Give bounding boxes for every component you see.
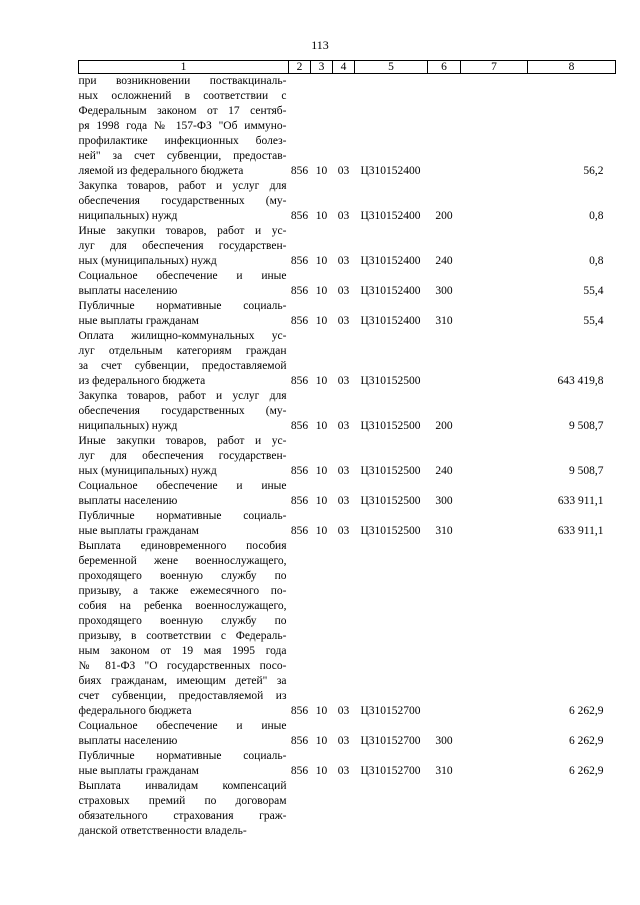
target-article-code: Ц310152400 [360,165,421,177]
subsection-code: 03 [337,255,350,267]
row-description [79,329,289,389]
section-code: 10 [315,525,328,537]
subsection-code: 03 [337,465,350,477]
column-7-value [461,434,528,479]
column-7-value [461,329,528,389]
description-line: призыву, а также ежемесячного по- [78,585,287,597]
subsection-code: 03 [337,420,350,432]
table-row [79,299,616,329]
description-line: выплаты населению [78,285,178,297]
description-line: ниципальных) нужд [78,210,178,222]
ministry-code: 856 [290,735,309,747]
row-description [79,749,289,779]
ministry-code: 856 [290,255,309,267]
amount-value: 9 508,7 [569,420,604,432]
table-body [79,74,616,840]
description-line: Выплата инвалидам компенсаций [78,780,287,792]
expense-type-code: 310 [435,525,453,537]
ministry-code: 856 [290,375,309,387]
description-line: ниципальных) нужд [78,420,178,432]
section-code: 10 [315,705,328,717]
column-7-value [461,389,528,434]
amount-value: 55,4 [583,315,604,327]
description-line: Социальное обеспечение и иные [78,480,287,492]
description-line: ные выплаты гражданам [78,525,199,537]
target-article-code: Ц310152500 [360,375,421,387]
description-line: собия на ребенка военнослужащего, [78,600,287,612]
table-row [79,389,616,434]
amount-value [528,779,616,839]
amount-value: 643 419,8 [557,375,604,387]
amount-value: 56,2 [583,165,604,177]
amount-value: 0,8 [589,255,604,267]
section-code: 10 [315,420,328,432]
table-row [79,719,616,749]
description-line: биях гражданам, имеющим детей" за [78,675,287,687]
column-7-value [461,479,528,509]
subsection-code: 03 [337,705,350,717]
description-line: из федерального бюджета [78,375,206,387]
column-header-1: 1 [79,61,289,74]
row-description [79,509,289,539]
description-line: Закупка товаров, работ и услуг для [78,390,287,402]
section-code: 10 [315,375,328,387]
table-row [79,269,616,299]
description-line: Публичные нормативные социаль- [78,510,287,522]
target-article-code: Ц310152400 [360,210,421,222]
description-line: при возникновении поствакциналь- [78,75,287,87]
row-description [79,179,289,224]
page-number: 113 [311,38,329,52]
description-line: ней" за счет субвенции, предостав- [78,150,287,162]
row-description [79,779,289,839]
column-7-value [461,299,528,329]
subsection-code: 03 [337,165,350,177]
column-header-8: 8 [528,61,616,74]
description-line: беременной жене военнослужащего, [78,555,287,567]
table-header [79,61,616,74]
description-line: луг для обеспечения государствен- [78,240,287,252]
description-line: призыву, в соответствии с Федераль- [78,630,287,642]
row-description [79,269,289,299]
subsection-code: 03 [337,210,350,222]
description-line: Федеральным законом от 17 сентяб- [78,105,287,117]
description-line: Выплата единовременного пособия [78,540,287,552]
section-code: 10 [315,165,328,177]
expense-type-code: 310 [435,315,453,327]
column-header-7: 7 [461,61,528,74]
table-row [79,434,616,479]
target-article-code: Ц310152500 [360,465,421,477]
ministry-code: 856 [290,765,309,777]
column-7-value [461,74,528,180]
target-article-code: Ц310152400 [360,315,421,327]
table-row [79,224,616,269]
ministry-code: 856 [290,495,309,507]
column-header-6: 6 [428,61,461,74]
table-row [79,329,616,389]
table-row [79,479,616,509]
amount-value: 6 262,9 [569,765,604,777]
section-code [311,779,333,839]
description-line: Иные закупки товаров, работ и ус- [78,435,287,447]
target-article-code: Ц310152700 [360,765,421,777]
description-line: выплаты населению [78,495,178,507]
subsection-code: 03 [337,765,350,777]
ministry-code [289,779,311,839]
ministry-code: 856 [290,705,309,717]
table-row [79,74,616,180]
ministry-code: 856 [290,210,309,222]
description-line: данской ответственности владель- [78,825,247,837]
expense-type-code [428,539,461,719]
description-line: Социальное обеспечение и иные [78,720,287,732]
column-7-value [461,719,528,749]
expense-type-code: 240 [435,255,453,267]
subsection-code: 03 [337,735,350,747]
expense-type-code: 300 [435,285,453,297]
expense-type-code: 300 [435,495,453,507]
description-line: обеспечения государственных (му- [78,405,287,417]
description-line: Иные закупки товаров, работ и ус- [78,225,287,237]
subsection-code: 03 [337,315,350,327]
section-code: 10 [315,285,328,297]
column-header-3: 3 [311,61,333,74]
description-line: ных (муниципальных) нужд [78,255,217,267]
amount-value: 6 262,9 [569,735,604,747]
description-line: за счет субвенции, предоставляемой [78,360,287,372]
description-line: обеспечения государственных (му- [78,195,287,207]
column-header-4: 4 [333,61,355,74]
target-article-code: Ц310152500 [360,420,421,432]
amount-value: 9 508,7 [569,465,604,477]
column-7-value [461,224,528,269]
expense-type-code: 200 [435,420,453,432]
subsection-code: 03 [337,495,350,507]
expense-type-code [428,329,461,389]
column-header-5: 5 [355,61,428,74]
column-7-value [461,779,528,839]
description-line: ные выплаты гражданам [78,315,199,327]
ministry-code: 856 [290,465,309,477]
section-code: 10 [315,465,328,477]
row-description [79,479,289,509]
row-description [79,299,289,329]
description-line: № 81-ФЗ "О государственных посо- [78,660,287,672]
subsection-code: 03 [337,285,350,297]
amount-value: 633 911,1 [557,525,604,537]
ministry-code: 856 [290,420,309,432]
description-line: ря 1998 года № 157-ФЗ "Об иммуно- [78,120,287,132]
description-line: Публичные нормативные социаль- [78,300,287,312]
target-article-code: Ц310152400 [360,255,421,267]
header-row [79,61,616,74]
description-line: ных осложнений в соответствии с [78,90,287,102]
ministry-code: 856 [290,525,309,537]
description-line: луг для обеспечения государствен- [78,450,287,462]
row-description [79,539,289,719]
description-line: ные выплаты гражданам [78,765,199,777]
target-article-code: Ц310152400 [360,285,421,297]
description-line: счет субвенции, предоставляемой из [78,690,287,702]
ministry-code: 856 [290,165,309,177]
section-code: 10 [315,495,328,507]
expense-type-code: 310 [435,765,453,777]
description-line: Закупка товаров, работ и услуг для [78,180,287,192]
section-code: 10 [315,315,328,327]
table-row [79,509,616,539]
expense-type-code [428,779,461,839]
column-7-value [461,509,528,539]
table-row [79,539,616,719]
description-line: проходящего военную службу по [78,570,287,582]
subsection-code [333,779,355,839]
description-line: выплаты населению [78,735,178,747]
target-article-code: Ц310152500 [360,495,421,507]
section-code: 10 [315,255,328,267]
description-line: Оплата жилищно-коммунальных ус- [78,330,287,342]
column-7-value [461,179,528,224]
expense-type-code [428,74,461,180]
column-7-value [461,749,528,779]
column-7-value [461,539,528,719]
description-line: обязательного страхования граж- [78,810,287,822]
table-row [79,779,616,839]
description-line: ляемой из федерального бюджета [78,165,244,177]
budget-table [78,60,616,839]
expense-type-code: 200 [435,210,453,222]
ministry-code: 856 [290,285,309,297]
section-code: 10 [315,210,328,222]
column-header-2: 2 [289,61,311,74]
expense-type-code: 240 [435,465,453,477]
subsection-code: 03 [337,375,350,387]
ministry-code: 856 [290,315,309,327]
description-line: ных (муниципальных) нужд [78,465,217,477]
description-line: луг отдельным категориям граждан [78,345,287,357]
amount-value: 633 911,1 [557,495,604,507]
amount-value: 6 262,9 [569,705,604,717]
description-line: страховых премий по договорам [78,795,287,807]
table-row [79,749,616,779]
description-line: Социальное обеспечение и иные [78,270,287,282]
subsection-code: 03 [337,525,350,537]
target-article-code: Ц310152700 [360,705,421,717]
target-article-code: Ц310152500 [360,525,421,537]
row-description [79,719,289,749]
amount-value: 55,4 [583,285,604,297]
target-article-code: Ц310152700 [360,735,421,747]
row-description [79,434,289,479]
description-line: ным законом от 19 мая 1995 года [78,645,287,657]
description-line: федерального бюджета [78,705,192,717]
column-7-value [461,269,528,299]
expense-type-code: 300 [435,735,453,747]
description-line: проходящего военную службу по [78,615,287,627]
row-description [79,224,289,269]
description-line: Публичные нормативные социаль- [78,750,287,762]
row-description [79,74,289,180]
target-article-code [355,779,428,839]
row-description [79,389,289,434]
section-code: 10 [315,735,328,747]
description-line: профилактике инфекционных болез- [78,135,287,147]
amount-value: 0,8 [589,210,604,222]
table-row [79,179,616,224]
section-code: 10 [315,765,328,777]
